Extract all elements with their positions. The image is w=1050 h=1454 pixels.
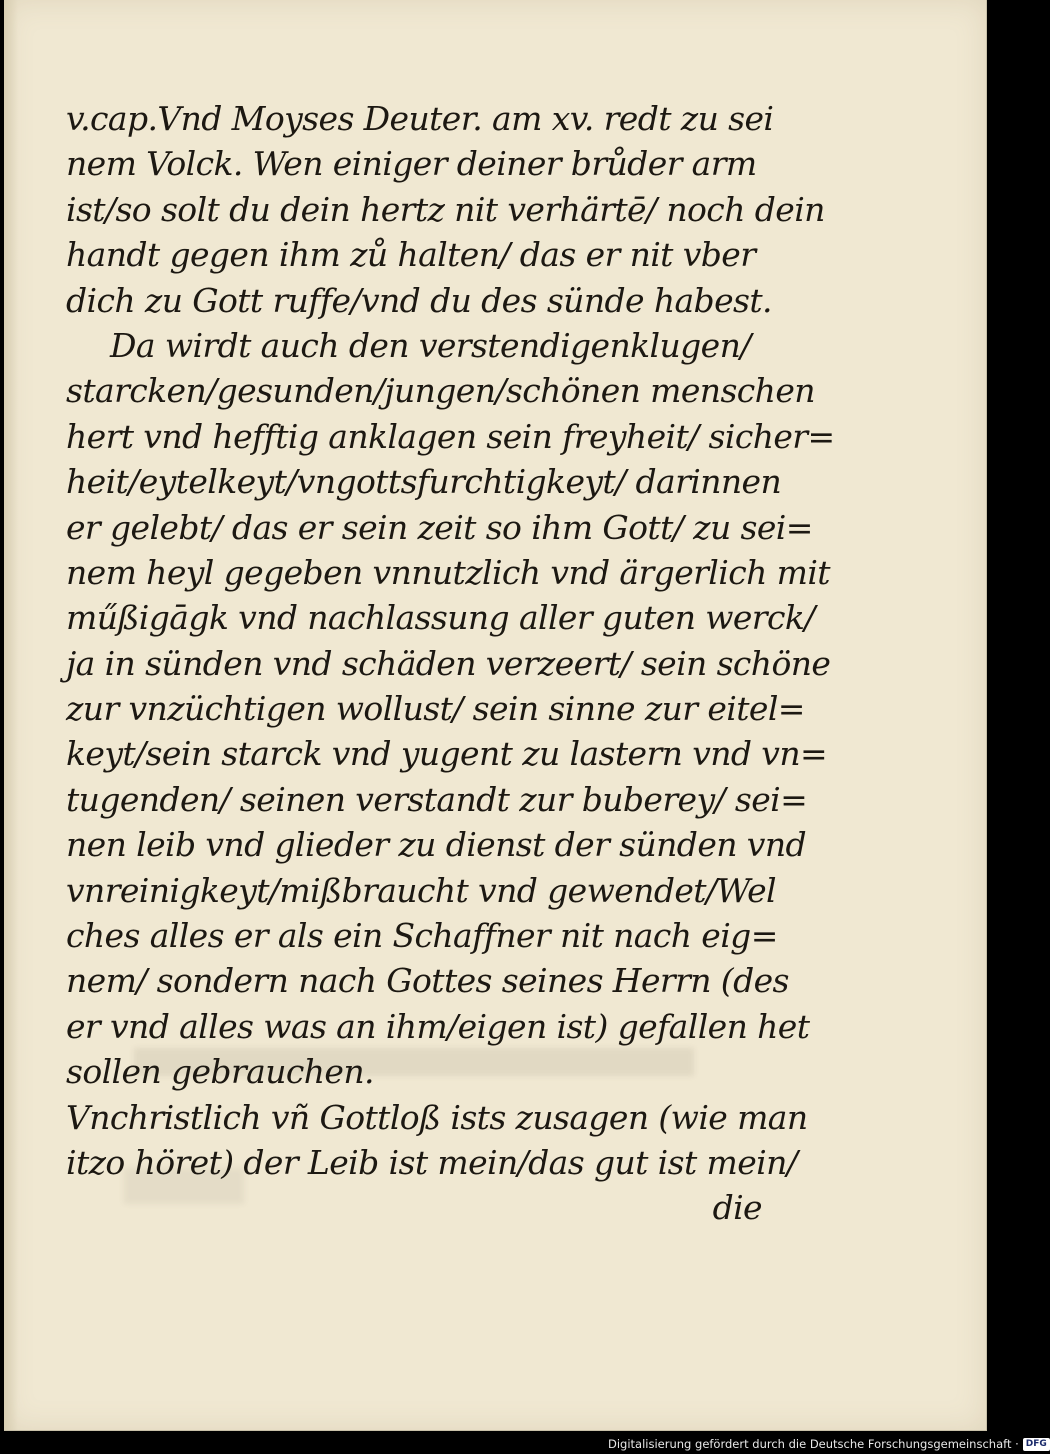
text-line: tugenden/ seinen verstandt zur buberey/ sei= — [66, 779, 808, 819]
catchword: die — [712, 1188, 762, 1228]
page-text — [66, 96, 835, 1231]
paragraph-start-line: Da wirdt auch den verstendigenklugen/ — [110, 325, 751, 365]
text-line: műßigāgk vnd nachlassung aller guten werck/ — [66, 598, 815, 638]
text-line: keyt/sein starck vnd yugent zu lastern vnd vn= — [66, 734, 828, 774]
text-line: nem heyl gegeben vnnutzlich vnd ärgerlich mit — [66, 552, 830, 592]
text-line: er vnd alles was an ihm/eigen ist) gefallen het — [66, 1006, 810, 1046]
footer-text: Digitalisierung gefördert durch die Deutsche Forschungsgemeinschaft · — [608, 1437, 1019, 1451]
text-line: vnreinigkeyt/mißbraucht vnd gewendet/Wel — [66, 870, 776, 910]
text-line: nem Volck. Wen einiger deiner brůder arm — [66, 144, 757, 184]
book-page — [4, 0, 987, 1431]
text-line: handt gegen ihm zů halten/ das er nit vber — [66, 235, 756, 275]
text-line: er gelebt/ das er sein zeit so ihm Gott/ zu sei= — [66, 507, 813, 547]
dfg-logo: DFG — [1023, 1438, 1050, 1451]
text-line: starcken/gesunden/jungen/schönen menschen — [66, 371, 815, 411]
text-line: dich zu Gott ruffe/vnd du des sünde habest. — [66, 280, 772, 320]
funding-footer — [608, 1434, 1047, 1454]
page-gutter-shadow — [4, 0, 18, 1430]
text-line: hert vnd hefftig anklagen sein freyheit/ sicher= — [66, 416, 835, 456]
text-line: ja in sünden vnd schäden verzeert/ sein schöne — [66, 643, 831, 683]
text-line: ches alles er als ein Schaffner nit nach eig= — [66, 916, 778, 956]
text-line: nen leib vnd glieder zu dienst der sünden vnd — [66, 825, 807, 865]
text-line: zur vnzüchtigen wollust/ sein sinne zur eitel= — [66, 689, 805, 729]
text-line: v.cap.Vnd Moyses Deuter. am xv. redt zu sei — [66, 99, 774, 138]
text-line: nem/ sondern nach Gottes seines Herrn (des — [66, 961, 789, 1001]
paragraph-start-line: Vnchristlich vñ Gottloß ists zusagen (wie man — [66, 1097, 808, 1137]
text-line: heit/eytelkeyt/vngottsfurchtigkeyt/ darinnen — [66, 462, 782, 502]
text-line: sollen gebrauchen. — [66, 1052, 374, 1092]
text-line: ist/so solt du dein hertz nit verhärtē/ noch dein — [66, 189, 825, 229]
text-line: itzo höret) der Leib ist mein/das gut ist mein/ — [66, 1142, 798, 1182]
